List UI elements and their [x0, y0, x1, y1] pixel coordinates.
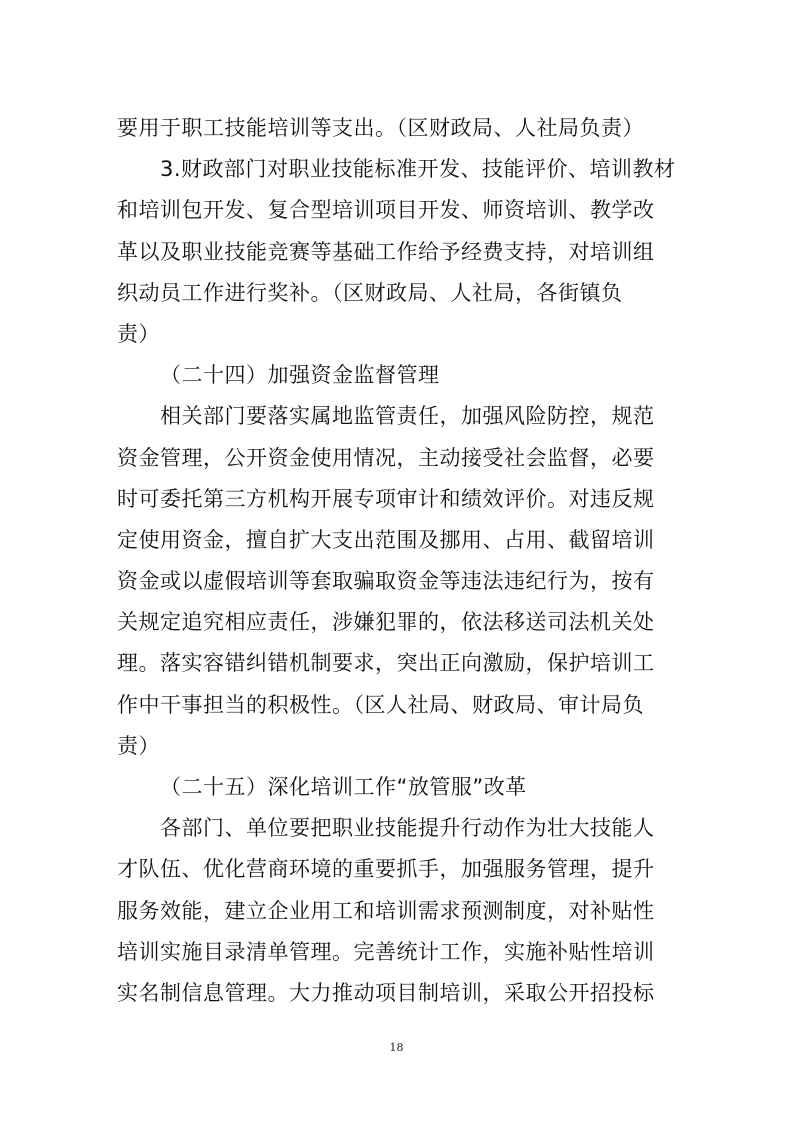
text-line: 才队伍、优化营商环境的重要抓手，加强服务管理，提升	[117, 857, 655, 882]
section-heading: （二十四）加强资金监督管理	[160, 363, 440, 388]
text-line: 革以及职业技能竞赛等基础工作给予经费支持，对培训组	[117, 239, 655, 264]
text-line: 责）	[117, 733, 160, 758]
text-line: 理。落实容错纠错机制要求，突出正向激励，保护培训工	[117, 651, 655, 676]
text-line: 和培训包开发、复合型培训项目开发、师资培训、教学改	[117, 198, 655, 223]
text-line: 要用于职工技能培训等支出。（区财政局、人社局负责）	[117, 116, 644, 140]
text-line: 定使用资金，擅自扩大支出范围及挪用、占用、截留培训	[117, 527, 655, 552]
text-line: 相关部门要落实属地监管责任，加强风险防控，规范	[160, 404, 655, 429]
text-line: 实名制信息管理。大力推动项目制培训，采取公开招投标	[117, 980, 655, 1005]
text-line: 3.财政部门对职业技能标准开发、技能评价、培训教材	[160, 157, 676, 182]
text-line: 服务效能，建立企业用工和培训需求预测制度，对补贴性	[117, 898, 655, 923]
page-number: 18	[389, 1041, 404, 1054]
text-line: 各部门、单位要把职业技能提升行动作为壮大技能人	[160, 816, 655, 841]
document-body	[117, 108, 677, 1014]
text-line: 作中干事担当的积极性。（区人社局、财政局、审计局负	[117, 692, 644, 717]
text-line: 关规定追究相应责任，涉嫌犯罪的，依法移送司法机关处	[117, 610, 655, 635]
text-line: 资金或以虚假培训等套取骗取资金等违法违纪行为，按有	[117, 569, 655, 594]
text-line: 织动员工作进行奖补。（区财政局、人社局，各街镇负	[117, 280, 623, 305]
text-line: 培训实施目录清单管理。完善统计工作，实施补贴性培训	[117, 939, 655, 964]
text-line: 资金管理，公开资金使用情况，主动接受社会监督，必要	[117, 445, 655, 470]
section-heading: （二十五）深化培训工作“放管服”改革	[160, 775, 527, 799]
text-line: 时可委托第三方机构开展专项审计和绩效评价。对违反规	[117, 486, 655, 511]
text-line: 责）	[117, 321, 160, 346]
